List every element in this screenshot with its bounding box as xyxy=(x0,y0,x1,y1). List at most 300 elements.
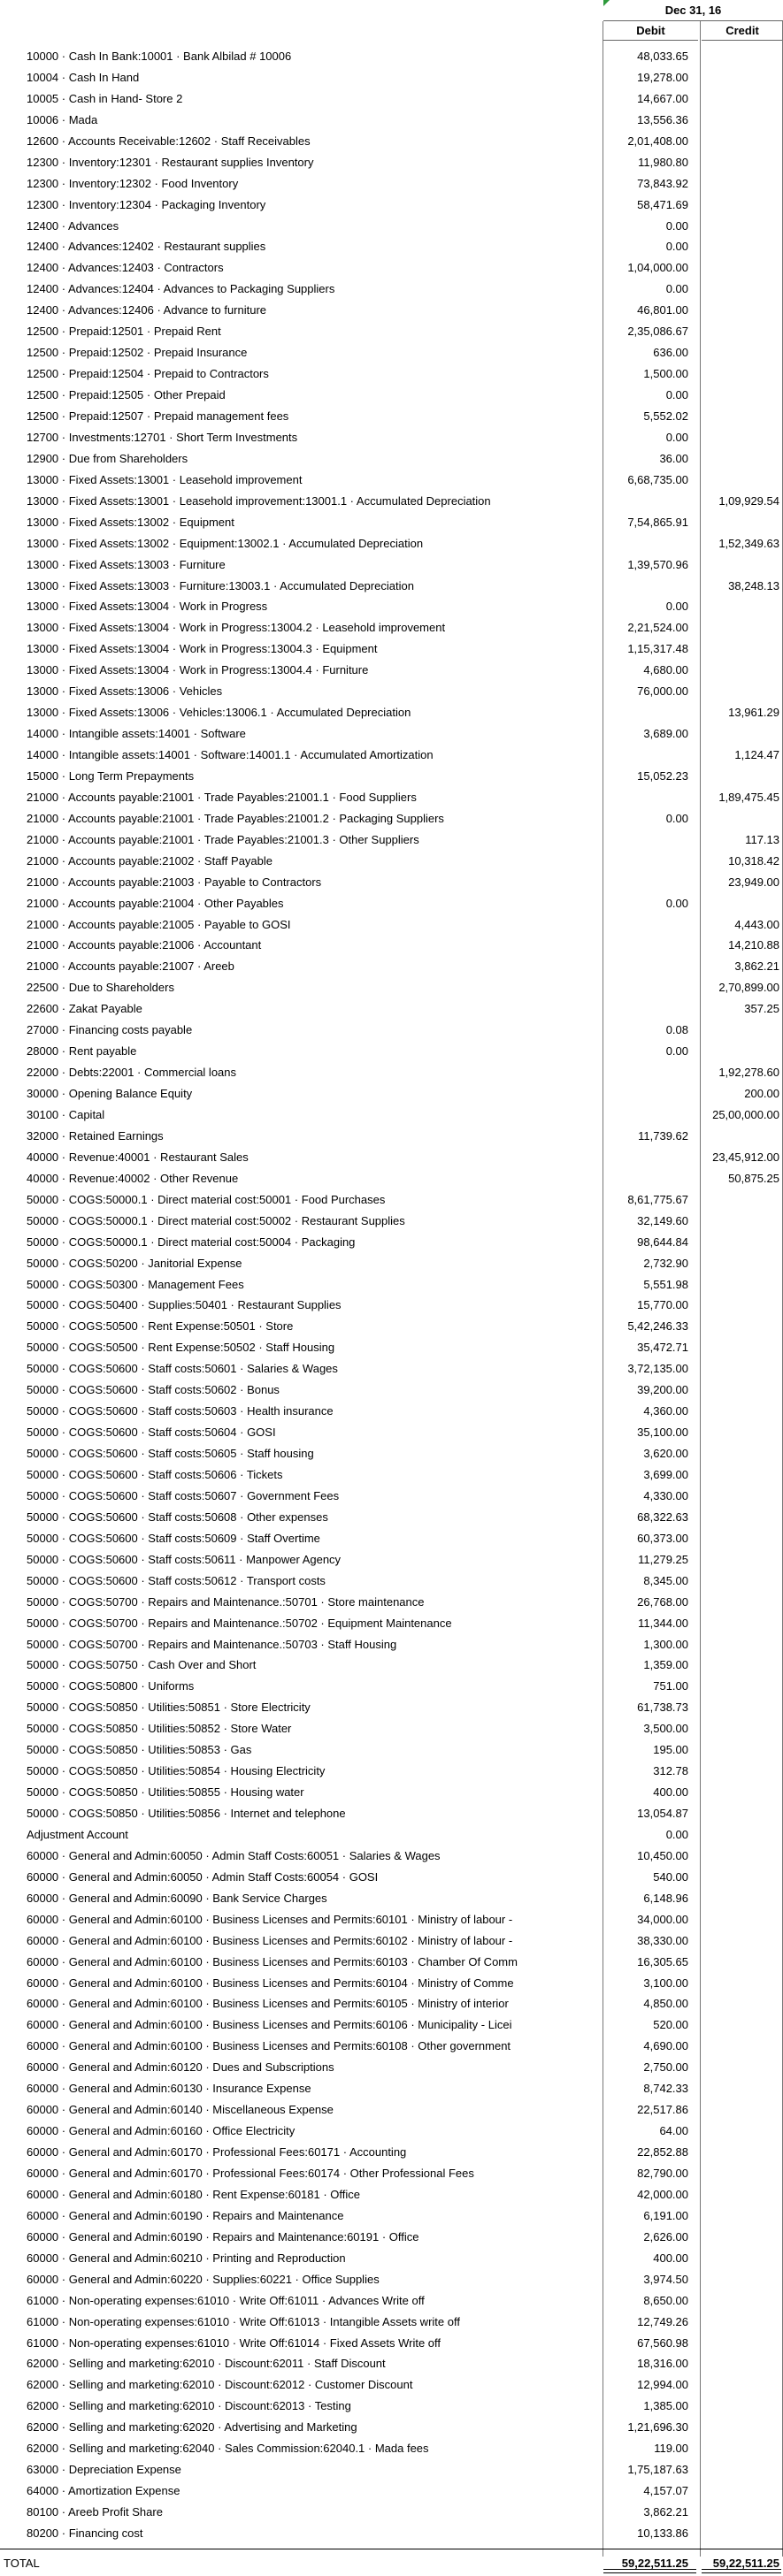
credit-amount: 13,961.29 xyxy=(728,706,779,720)
account-row xyxy=(0,723,783,745)
debit-amount: 0.00 xyxy=(665,1827,688,1841)
account-row xyxy=(0,321,783,342)
account-name: 60000 · General and Admin:60120 · Dues and Subscriptions xyxy=(27,2060,334,2075)
debit-amount: 0.00 xyxy=(665,600,688,614)
account-row xyxy=(0,1782,783,1803)
account-row xyxy=(0,2333,783,2354)
account-row xyxy=(0,1613,783,1634)
account-name: 12400 · Advances:12406 · Advance to furniture xyxy=(27,303,267,317)
account-name: 30000 · Opening Balance Equity xyxy=(27,1087,193,1101)
debit-amount: 400.00 xyxy=(653,1785,688,1800)
debit-amount: 15,770.00 xyxy=(637,1298,688,1312)
account-name: 22600 · Zakat Payable xyxy=(27,1002,142,1016)
account-name: 60000 · General and Admin:60100 · Business Licenses and Permits:60106 · Municipality - Licei xyxy=(27,2018,512,2032)
account-name: 60000 · General and Admin:60090 · Bank Service Charges xyxy=(27,1891,327,1905)
debit-amount: 0.00 xyxy=(665,282,688,296)
debit-amount: 61,738.73 xyxy=(637,1701,688,1715)
debit-amount: 1,300.00 xyxy=(643,1637,688,1651)
total-debit: 59,22,511.25 xyxy=(621,2557,688,2570)
debit-amount: 39,200.00 xyxy=(637,1383,688,1397)
debit-amount: 12,749.26 xyxy=(637,2314,688,2328)
debit-amount: 5,551.98 xyxy=(643,1277,688,1291)
account-row xyxy=(0,766,783,787)
debit-amount: 76,000.00 xyxy=(637,684,688,699)
account-name: 50000 · COGS:50850 · Utilities:50854 · Housing Electricity xyxy=(27,1764,326,1778)
account-name: 21000 · Accounts payable:21003 · Payable to Contractors xyxy=(27,875,322,889)
debit-amount: 3,620.00 xyxy=(643,1447,688,1461)
credit-amount: 10,318.42 xyxy=(728,853,779,868)
account-row xyxy=(0,596,783,617)
account-name: Adjustment Account xyxy=(27,1827,128,1841)
account-row xyxy=(0,745,783,766)
account-row xyxy=(0,2248,783,2269)
account-row xyxy=(0,512,783,533)
account-row xyxy=(0,1443,783,1464)
account-row xyxy=(0,1486,783,1507)
account-row xyxy=(0,1571,783,1592)
account-name: 12900 · Due from Shareholders xyxy=(27,451,188,465)
account-name: 50000 · COGS:50700 · Repairs and Maintenance.:50702 · Equipment Maintenance xyxy=(27,1616,452,1630)
account-row xyxy=(0,279,783,300)
debit-amount: 22,852.88 xyxy=(637,2145,688,2159)
debit-amount: 4,330.00 xyxy=(643,1488,688,1502)
account-name: 60000 · General and Admin:60050 · Admin Staff Costs:60051 · Salaries & Wages xyxy=(27,1848,441,1862)
account-name: 12400 · Advances:12403 · Contractors xyxy=(27,261,224,275)
credit-amount: 357.25 xyxy=(744,1002,779,1016)
credit-amount: 1,89,475.45 xyxy=(718,790,779,804)
account-name: 60000 · General and Admin:60210 · Printing and Reproduction xyxy=(27,2251,346,2265)
account-row xyxy=(0,2438,783,2459)
account-row xyxy=(0,1295,783,1316)
account-name: 60000 · General and Admin:60190 · Repairs and Maintenance:60191 · Office xyxy=(27,2229,419,2243)
account-row xyxy=(0,1952,783,1973)
account-row xyxy=(0,702,783,723)
account-row xyxy=(0,257,783,279)
account-row xyxy=(0,1993,783,2014)
account-name: 21000 · Accounts payable:21001 · Trade Payables:21001.1 · Food Suppliers xyxy=(27,790,417,804)
account-row xyxy=(0,385,783,406)
account-name: 50000 · COGS:50600 · Staff costs:50608 · Other expenses xyxy=(27,1510,328,1524)
debit-amount: 0.08 xyxy=(665,1023,688,1037)
account-name: 50000 · COGS:50850 · Utilities:50853 · Gas xyxy=(27,1743,252,1757)
account-row xyxy=(0,998,783,1020)
account-row xyxy=(0,1041,783,1062)
debit-amount: 4,157.07 xyxy=(643,2484,688,2498)
account-row xyxy=(0,2227,783,2248)
account-row xyxy=(0,617,783,638)
account-row xyxy=(0,1147,783,1168)
debit-amount: 1,39,570.96 xyxy=(627,557,688,571)
account-name: 12500 · Prepaid:12507 · Prepaid management fees xyxy=(27,409,289,423)
account-name: 60000 · General and Admin:60100 · Business Licenses and Permits:60105 · Ministry of interior xyxy=(27,1997,509,2011)
account-row xyxy=(0,681,783,702)
debit-amount: 2,626.00 xyxy=(643,2229,688,2243)
account-name: 32000 · Retained Earnings xyxy=(27,1128,164,1143)
account-row xyxy=(0,46,783,67)
debit-amount: 18,316.00 xyxy=(637,2357,688,2371)
account-name: 30100 · Capital xyxy=(27,1108,105,1121)
account-name: 12500 · Prepaid:12505 · Other Prepaid xyxy=(27,388,226,402)
account-row xyxy=(0,2353,783,2374)
account-row xyxy=(0,2480,783,2502)
account-name: 61000 · Non-operating expenses:61010 · Write Off:61013 · Intangible Assets write off xyxy=(27,2314,460,2328)
debit-amount: 35,100.00 xyxy=(637,1426,688,1440)
debit-amount: 2,732.90 xyxy=(643,1256,688,1270)
account-name: 62000 · Selling and marketing:62010 · Discount:62013 · Testing xyxy=(27,2399,351,2413)
account-row xyxy=(0,1655,783,1676)
account-row xyxy=(0,872,783,893)
credit-amount: 50,875.25 xyxy=(728,1171,779,1185)
account-row xyxy=(0,1337,783,1358)
period-header: Dec 31, 16 xyxy=(603,1,783,21)
account-row xyxy=(0,1189,783,1211)
account-name: 50000 · COGS:50700 · Repairs and Maintenance.:50703 · Staff Housing xyxy=(27,1637,397,1651)
total-label: TOTAL xyxy=(4,2557,40,2570)
account-name: 13000 · Fixed Assets:13006 · Vehicles xyxy=(27,684,223,699)
account-row xyxy=(0,216,783,237)
account-row xyxy=(0,152,783,173)
account-name: 10000 · Cash In Bank:10001 · Bank Albilad # 10006 xyxy=(27,50,292,63)
debit-amount: 48,033.65 xyxy=(637,50,688,63)
account-row xyxy=(0,1168,783,1189)
debit-amount: 636.00 xyxy=(653,346,688,360)
account-name: 50000 · COGS:50800 · Uniforms xyxy=(27,1679,195,1693)
debit-column-header: Debit xyxy=(603,21,698,41)
account-row xyxy=(0,2163,783,2184)
account-row xyxy=(0,1062,783,1083)
account-row xyxy=(0,1105,783,1126)
debit-amount: 0.00 xyxy=(665,896,688,910)
account-row xyxy=(0,1676,783,1697)
debit-amount: 751.00 xyxy=(653,1679,688,1693)
account-row xyxy=(0,1380,783,1401)
account-name: 50000 · COGS:50750 · Cash Over and Short xyxy=(27,1658,257,1672)
account-name: 50000 · COGS:50600 · Staff costs:50601 · Salaries & Wages xyxy=(27,1362,338,1376)
account-name: 50000 · COGS:50600 · Staff costs:50605 · Staff housing xyxy=(27,1447,314,1461)
debit-amount: 11,980.80 xyxy=(638,155,688,169)
debit-amount: 0.00 xyxy=(665,388,688,402)
debit-amount: 3,699.00 xyxy=(643,1467,688,1481)
account-row xyxy=(0,236,783,257)
account-name: 21000 · Accounts payable:21001 · Trade Payables:21001.2 · Packaging Suppliers xyxy=(27,811,444,825)
debit-amount: 1,21,696.30 xyxy=(627,2420,688,2435)
account-name: 50000 · COGS:50600 · Staff costs:50611 · Manpower Agency xyxy=(27,1552,342,1566)
debit-amount: 11,344.00 xyxy=(638,1616,688,1630)
debit-amount: 8,650.00 xyxy=(643,2293,688,2307)
account-row xyxy=(0,554,783,576)
credit-amount: 200.00 xyxy=(744,1087,779,1101)
account-row xyxy=(0,1867,783,1888)
debit-amount: 2,35,086.67 xyxy=(627,325,688,339)
account-row xyxy=(0,1020,783,1041)
account-name: 13000 · Fixed Assets:13004 · Work in Progress:13004.4 · Furniture xyxy=(27,663,369,677)
debit-amount: 0.00 xyxy=(665,811,688,825)
account-name: 61000 · Non-operating expenses:61010 · Write Off:61014 · Fixed Assets Write off xyxy=(27,2335,441,2350)
account-name: 21000 · Accounts payable:21005 · Payable to GOSI xyxy=(27,917,291,931)
debit-amount: 16,305.65 xyxy=(637,1954,688,1968)
account-name: 27000 · Financing costs payable xyxy=(27,1023,193,1037)
account-name: 12500 · Prepaid:12502 · Prepaid Insurance xyxy=(27,346,248,360)
debit-amount: 8,345.00 xyxy=(643,1573,688,1587)
credit-amount: 117.13 xyxy=(745,832,779,846)
account-name: 13000 · Fixed Assets:13004 · Work in Progress xyxy=(27,600,268,614)
credit-amount: 3,862.21 xyxy=(734,959,779,974)
account-name: 13000 · Fixed Assets:13001 · Leasehold improvement xyxy=(27,472,303,486)
account-row xyxy=(0,1274,783,1296)
debit-amount: 82,790.00 xyxy=(637,2167,688,2180)
debit-amount: 0.00 xyxy=(665,240,688,254)
credit-amount: 23,45,912.00 xyxy=(712,1150,779,1164)
debit-amount: 1,04,000.00 xyxy=(627,261,688,275)
account-row xyxy=(0,491,783,512)
credit-amount: 1,52,349.63 xyxy=(718,536,779,550)
debit-amount: 6,191.00 xyxy=(643,2208,688,2222)
account-name: 13000 · Fixed Assets:13004 · Work in Progress:13004.2 · Leasehold improvement xyxy=(27,621,446,635)
account-row xyxy=(0,1718,783,1739)
debit-amount: 1,75,187.63 xyxy=(627,2463,688,2477)
debit-amount: 5,42,246.33 xyxy=(627,1319,688,1334)
account-name: 12400 · Advances:12404 · Advances to Packaging Suppliers xyxy=(27,282,335,296)
account-name: 62000 · Selling and marketing:62010 · Discount:62012 · Customer Discount xyxy=(27,2378,413,2392)
account-row xyxy=(0,1592,783,1613)
debit-amount: 8,61,775.67 xyxy=(627,1192,688,1206)
debit-amount: 32,149.60 xyxy=(637,1213,688,1227)
account-row xyxy=(0,1846,783,1867)
account-row xyxy=(0,2036,783,2057)
debit-amount: 1,359.00 xyxy=(643,1658,688,1672)
account-name: 12400 · Advances xyxy=(27,218,119,233)
account-row xyxy=(0,1232,783,1253)
account-name: 60000 · General and Admin:60170 · Professional Fees:60171 · Accounting xyxy=(27,2145,407,2159)
account-row xyxy=(0,1761,783,1782)
total-double-rule-debit xyxy=(603,2569,696,2573)
debit-amount: 3,72,135.00 xyxy=(627,1362,688,1376)
account-name: 80200 · Financing cost xyxy=(27,2526,143,2540)
debit-amount: 2,21,524.00 xyxy=(627,621,688,635)
debit-amount: 22,517.86 xyxy=(637,2103,688,2117)
account-name: 21000 · Accounts payable:21001 · Trade Payables:21001.3 · Other Suppliers xyxy=(27,832,419,846)
account-name: 22500 · Due to Shareholders xyxy=(27,981,174,995)
account-name: 50000 · COGS:50600 · Staff costs:50612 · Transport costs xyxy=(27,1573,326,1587)
debit-amount: 64.00 xyxy=(659,2124,688,2138)
account-name: 21000 · Accounts payable:21004 · Other Payables xyxy=(27,896,284,910)
debit-amount: 35,472.71 xyxy=(637,1341,688,1355)
credit-amount: 38,248.13 xyxy=(728,578,779,592)
account-row xyxy=(0,935,783,956)
account-row xyxy=(0,1507,783,1528)
debit-amount: 4,360.00 xyxy=(643,1404,688,1418)
debit-amount: 0.00 xyxy=(665,218,688,233)
account-name: 14000 · Intangible assets:14001 · Software:14001.1 · Accumulated Amortization xyxy=(27,748,434,762)
debit-amount: 68,322.63 xyxy=(637,1510,688,1524)
credit-column-header: Credit xyxy=(702,21,783,41)
account-name: 50000 · COGS:50700 · Repairs and Maintenance.:50701 · Store maintenance xyxy=(27,1594,425,1609)
account-name: 50000 · COGS:50600 · Staff costs:50604 · GOSI xyxy=(27,1426,276,1440)
account-name: 62000 · Selling and marketing:62020 · Advertising and Marketing xyxy=(27,2420,357,2435)
account-row xyxy=(0,88,783,110)
account-name: 50000 · COGS:50000.1 · Direct material cost:50004 · Packaging xyxy=(27,1234,356,1249)
account-name: 50000 · COGS:50000.1 · Direct material cost:50001 · Food Purchases xyxy=(27,1192,386,1206)
account-row xyxy=(0,2374,783,2396)
debit-amount: 520.00 xyxy=(653,2018,688,2032)
account-name: 13000 · Fixed Assets:13001 · Leasehold improvement:13001.1 · Accumulated Depreciation xyxy=(27,493,491,508)
account-row xyxy=(0,1464,783,1486)
account-name: 13000 · Fixed Assets:13002 · Equipment xyxy=(27,515,234,529)
credit-amount: 4,443.00 xyxy=(734,917,779,931)
account-row xyxy=(0,363,783,385)
account-name: 14000 · Intangible assets:14001 · Software xyxy=(27,727,246,741)
account-name: 13000 · Fixed Assets:13002 · Equipment:13002.1 · Accumulated Depreciation xyxy=(27,536,424,550)
account-name: 12500 · Prepaid:12504 · Prepaid to Contractors xyxy=(27,367,269,381)
account-name: 60000 · General and Admin:60050 · Admin Staff Costs:60054 · GOSI xyxy=(27,1869,379,1884)
debit-amount: 67,560.98 xyxy=(637,2335,688,2350)
debit-amount: 5,552.02 xyxy=(643,409,688,423)
debit-amount: 2,750.00 xyxy=(643,2060,688,2075)
account-row xyxy=(0,2205,783,2227)
account-row xyxy=(0,2014,783,2036)
account-name: 28000 · Rent payable xyxy=(27,1044,137,1059)
account-name: 12300 · Inventory:12302 · Food Inventory xyxy=(27,176,239,190)
account-name: 60000 · General and Admin:60130 · Insurance Expense xyxy=(27,2082,311,2096)
debit-amount: 60,373.00 xyxy=(637,1531,688,1545)
debit-amount: 195.00 xyxy=(653,1743,688,1757)
account-name: 50000 · COGS:50400 · Supplies:50401 · Restaurant Supplies xyxy=(27,1298,342,1312)
debit-amount: 0.00 xyxy=(665,430,688,444)
debit-amount: 3,100.00 xyxy=(643,1976,688,1990)
account-name: 10006 · Mada xyxy=(27,112,98,126)
account-name: 12400 · Advances:12402 · Restaurant supplies xyxy=(27,240,266,254)
account-name: 63000 · Depreciation Expense xyxy=(27,2463,181,2477)
account-name: 60000 · General and Admin:60170 · Professional Fees:60174 · Other Professional Fees xyxy=(27,2167,474,2180)
debit-amount: 19,278.00 xyxy=(637,70,688,84)
account-name: 60000 · General and Admin:60140 · Miscellaneous Expense xyxy=(27,2103,334,2117)
account-row xyxy=(0,110,783,131)
account-row xyxy=(0,2142,783,2163)
debit-amount: 3,500.00 xyxy=(643,1722,688,1736)
debit-amount: 119.00 xyxy=(654,2442,688,2456)
account-name: 60000 · General and Admin:60100 · Business Licenses and Permits:60102 · Ministry of labour - xyxy=(27,1933,513,1947)
debit-amount: 3,862.21 xyxy=(643,2505,688,2519)
account-row xyxy=(0,1316,783,1337)
account-name: 50000 · COGS:50600 · Staff costs:50603 · Health insurance xyxy=(27,1404,334,1418)
account-row xyxy=(0,1211,783,1232)
debit-amount: 58,471.69 xyxy=(637,197,688,211)
account-row xyxy=(0,470,783,491)
debit-amount: 1,385.00 xyxy=(643,2399,688,2413)
account-name: 61000 · Non-operating expenses:61010 · Write Off:61011 · Advances Write off xyxy=(27,2293,425,2307)
account-row xyxy=(0,576,783,597)
account-name: 60000 · General and Admin:60100 · Business Licenses and Permits:60108 · Other government xyxy=(27,2039,511,2053)
account-row xyxy=(0,956,783,977)
account-row xyxy=(0,2269,783,2290)
account-row xyxy=(0,638,783,660)
debit-amount: 3,689.00 xyxy=(643,727,688,741)
account-name: 21000 · Accounts payable:21002 · Staff Payable xyxy=(27,853,273,868)
account-row xyxy=(0,1126,783,1147)
account-name: 13000 · Fixed Assets:13003 · Furniture xyxy=(27,557,226,571)
debit-amount: 11,279.25 xyxy=(638,1552,688,1566)
account-row xyxy=(0,893,783,914)
account-name: 12500 · Prepaid:12501 · Prepaid Rent xyxy=(27,325,221,339)
account-row xyxy=(0,914,783,936)
debit-amount: 34,000.00 xyxy=(637,1912,688,1926)
account-name: 50000 · COGS:50850 · Utilities:50855 · Housing water xyxy=(27,1785,304,1800)
account-row xyxy=(0,2502,783,2523)
account-row xyxy=(0,2099,783,2121)
account-row xyxy=(0,1697,783,1718)
account-name: 50000 · COGS:50850 · Utilities:50852 · Store Water xyxy=(27,1722,292,1736)
account-name: 21000 · Accounts payable:21007 · Areeb xyxy=(27,959,234,974)
account-name: 12600 · Accounts Receivable:12602 · Staff Receivables xyxy=(27,134,311,148)
debit-amount: 36.00 xyxy=(659,451,688,465)
account-row xyxy=(0,1739,783,1761)
debit-amount: 10,133.86 xyxy=(637,2526,688,2540)
account-row xyxy=(0,2184,783,2205)
account-row xyxy=(0,829,783,851)
account-name: 10005 · Cash in Hand- Store 2 xyxy=(27,91,183,105)
account-name: 50000 · COGS:50600 · Staff costs:50602 · Bonus xyxy=(27,1383,280,1397)
debit-amount: 3,974.50 xyxy=(643,2272,688,2286)
account-name: 50000 · COGS:50000.1 · Direct material cost:50002 · Restaurant Supplies xyxy=(27,1213,405,1227)
account-name: 10004 · Cash In Hand xyxy=(27,70,140,84)
account-name: 22000 · Debts:22001 · Commercial loans xyxy=(27,1066,237,1080)
debit-amount: 6,68,735.00 xyxy=(627,472,688,486)
debit-amount: 42,000.00 xyxy=(637,2187,688,2201)
debit-amount: 8,742.33 xyxy=(643,2082,688,2096)
account-row xyxy=(0,131,783,152)
account-row xyxy=(0,1930,783,1952)
account-row xyxy=(0,406,783,427)
account-name: 60000 · General and Admin:60100 · Business Licenses and Permits:60104 · Ministry of Comme xyxy=(27,1976,514,1990)
account-row xyxy=(0,851,783,872)
account-row xyxy=(0,1401,783,1422)
total-credit: 59,22,511.25 xyxy=(712,2557,779,2570)
debit-amount: 400.00 xyxy=(653,2251,688,2265)
debit-amount: 1,500.00 xyxy=(643,367,688,381)
account-row xyxy=(0,787,783,808)
debit-amount: 4,680.00 xyxy=(643,663,688,677)
debit-amount: 10,450.00 xyxy=(637,1848,688,1862)
account-name: 12300 · Inventory:12304 · Packaging Inventory xyxy=(27,197,266,211)
account-name: 60000 · General and Admin:60100 · Business Licenses and Permits:60103 · Chamber Of Comm xyxy=(27,1954,518,1968)
debit-amount: 73,843.92 xyxy=(637,176,688,190)
credit-amount: 1,124.47 xyxy=(734,748,779,762)
account-row xyxy=(0,2121,783,2142)
debit-amount: 26,768.00 xyxy=(637,1594,688,1609)
account-row xyxy=(0,427,783,448)
debit-amount: 13,054.87 xyxy=(637,1807,688,1821)
account-name: 13000 · Fixed Assets:13004 · Work in Progress:13004.3 · Equipment xyxy=(27,642,378,656)
account-name: 50000 · COGS:50600 · Staff costs:50606 · Tickets xyxy=(27,1467,283,1481)
account-row xyxy=(0,808,783,829)
account-row xyxy=(0,1973,783,1994)
account-row xyxy=(0,300,783,321)
account-row xyxy=(0,1634,783,1655)
account-row xyxy=(0,173,783,195)
debit-amount: 0.00 xyxy=(665,1044,688,1059)
debit-amount: 15,052.23 xyxy=(637,768,688,783)
account-row xyxy=(0,1888,783,1909)
account-row xyxy=(0,533,783,554)
debit-amount: 4,850.00 xyxy=(643,1997,688,2011)
credit-amount: 1,92,278.60 xyxy=(718,1066,779,1080)
account-name: 50000 · COGS:50300 · Management Fees xyxy=(27,1277,244,1291)
account-name: 15000 · Long Term Prepayments xyxy=(27,768,195,783)
account-name: 50000 · COGS:50500 · Rent Expense:50502 · Staff Housing xyxy=(27,1341,335,1355)
account-name: 12300 · Inventory:12301 · Restaurant supplies Inventory xyxy=(27,155,314,169)
account-name: 60000 · General and Admin:60220 · Supplies:60221 · Office Supplies xyxy=(27,2272,380,2286)
credit-amount: 14,210.88 xyxy=(728,938,779,952)
